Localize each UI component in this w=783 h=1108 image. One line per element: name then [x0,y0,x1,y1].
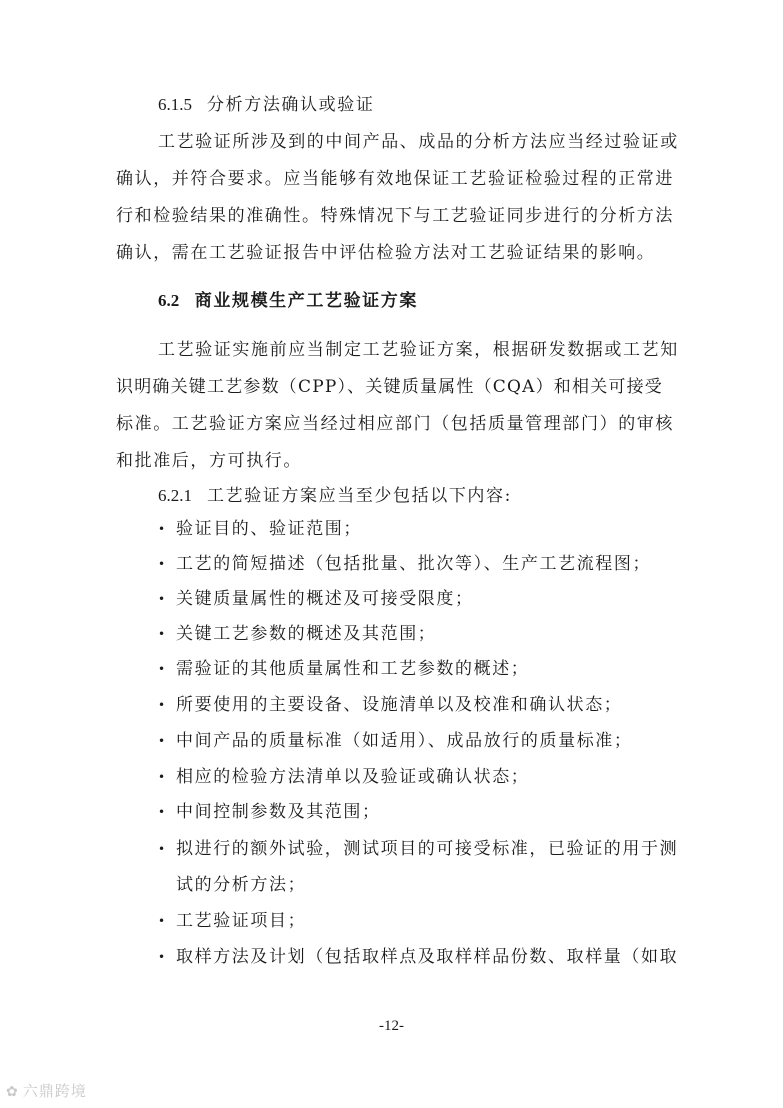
list-item: 中间控制参数及其范围； [176,802,381,822]
list-item: 需验证的其他质量属性和工艺参数的概述； [176,659,530,679]
paragraph-line: 确认，并符合要求。应当能够有效地保证工艺验证检验过程的正常进 [116,169,674,189]
paragraph-line: 工艺验证实施前应当制定工艺验证方案，根据研发数据或工艺知 [158,340,679,360]
flower-logo-icon: ✿ [6,1084,19,1100]
section-title: 工艺验证方案应当至少包括以下内容: [207,486,512,506]
section-heading-6-1-5 [158,94,374,116]
list-item: 关键质量属性的概述及可接受限度； [176,589,474,609]
section-number: 6.2 [158,291,180,310]
list-item: 拟进行的额外试验，测试项目的可接受标准，已验证的用于测 [176,839,679,859]
watermark [6,1080,87,1101]
paragraph-line: 标准。工艺验证方案应当经过相应部门（包括质量管理部门）的审核 [116,414,674,434]
bullet-marker: • [158,770,166,784]
list-item: 取样方法及计划（包括取样点及取样样品份数、取样量（如取 [176,947,679,967]
list-item: 工艺的简短描述（包括批量、批次等）、生产工艺流程图； [176,554,652,574]
list-item: 关键工艺参数的概述及其范围； [176,624,437,644]
paragraph-line: 确认，需在工艺验证报告中评估检验方法对工艺验证结果的影响。 [116,243,656,263]
section-heading-6-2 [158,290,418,312]
list-item: 验证目的、验证范围； [176,519,362,539]
section-title: 商业规模生产工艺验证方案 [194,291,418,311]
section-number: 6.2.1 [158,486,192,505]
bullet-marker: • [158,592,166,606]
bullet-marker: • [158,805,166,819]
paragraph-line: 行和检验结果的准确性。特殊情况下与工艺验证同步进行的分析方法 [116,206,674,226]
list-item: 工艺验证项目； [176,911,307,931]
bullet-marker: • [158,914,166,928]
bullet-marker: • [158,698,166,712]
paragraph-line: 和批准后，方可执行。 [116,451,302,471]
section-title: 分析方法确认或验证 [207,95,375,115]
section-heading-6-2-1 [158,485,512,507]
list-item: 相应的检验方法清单以及验证或确认状态； [176,767,530,787]
list-item: 所要使用的主要设备、设施清单以及校准和确认状态； [176,695,623,715]
list-item: 中间产品的质量标准（如适用）、成品放行的质量标准； [176,731,633,751]
bullet-marker: • [158,557,166,571]
watermark-text: 六鼎跨境 [22,1082,87,1100]
bullet-marker: • [158,842,166,856]
bullet-marker: • [158,950,166,964]
bullet-marker: • [158,734,166,748]
bullet-marker: • [158,627,166,641]
page-number: -12- [379,1018,404,1034]
bullet-marker: • [158,522,166,536]
paragraph-line: 工艺验证所涉及到的中间产品、成品的分析方法应当经过验证或 [158,132,679,152]
paragraph-line: 识明确关键工艺参数（CPP）、关键质量属性（CQA）和相关可接受 [116,377,664,397]
list-item-continuation: 试的分析方法； [176,875,307,895]
bullet-marker: • [158,662,166,676]
section-number: 6.1.5 [158,95,192,114]
